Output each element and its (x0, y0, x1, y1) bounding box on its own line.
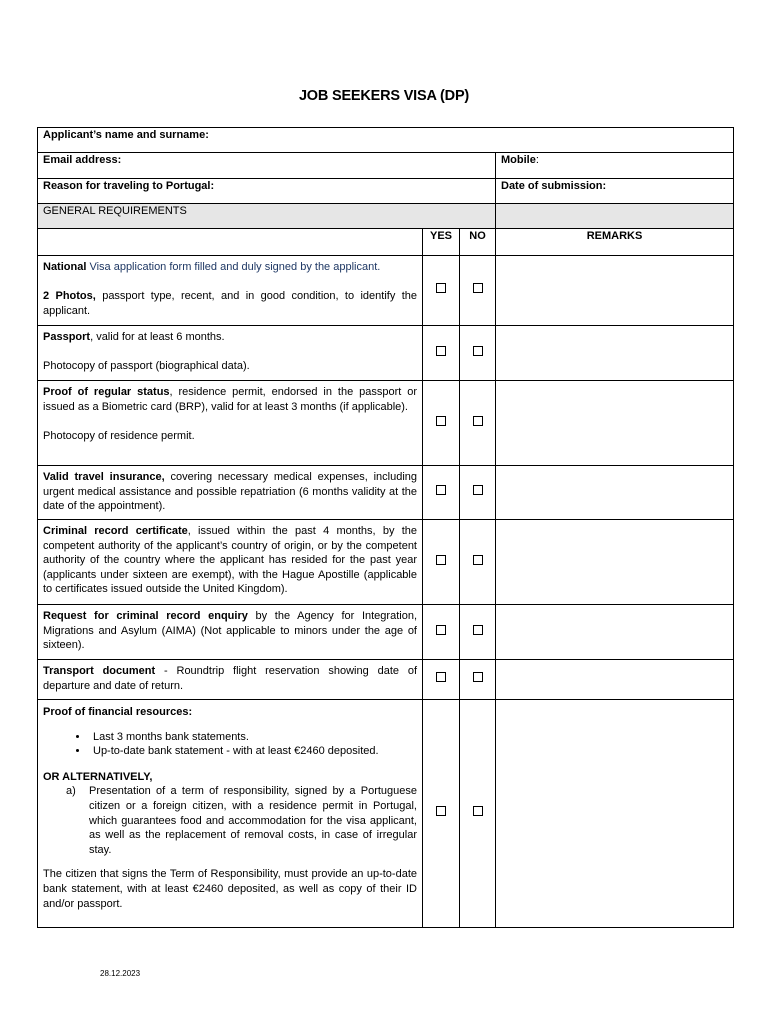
column-header-blank (38, 229, 423, 256)
no-checkbox[interactable] (473, 555, 483, 565)
requirement-row-form-photos (38, 256, 734, 326)
page-title (0, 88, 768, 104)
yes-cell (423, 256, 460, 326)
mobile-field[interactable] (496, 153, 734, 179)
req-text: , residence permit, endorsed in the passport or issued as a Biometric card (BRP), valid for at least 3 months (if applicable). (43, 386, 417, 413)
req-bold: Transport document (43, 665, 156, 677)
req-bold: Request for criminal record enquiry (43, 610, 248, 622)
list-marker: a) (66, 785, 76, 798)
title-main: JOB SEEKERS VISA (298, 88, 441, 104)
req-bold: Criminal record certificate (43, 525, 188, 537)
req-bold: 2 Photos, (43, 290, 96, 303)
requirement-row-financial (38, 700, 734, 928)
requirement-row-regular-status (38, 381, 734, 466)
yes-cell (423, 466, 460, 520)
requirement-row-transport (38, 660, 734, 700)
requirement-text (38, 520, 423, 605)
yes-checkbox[interactable] (436, 555, 446, 565)
list-item (66, 784, 417, 857)
yes-checkbox[interactable] (436, 672, 446, 682)
remarks-cell[interactable] (496, 256, 734, 326)
req-text: by the Agency for Integration, Migrations and Asylum (AIMA) (Not applicable to minors under the age of sixteen). (43, 610, 417, 652)
req-text: Presentation of a term of responsibility, signed by a Portuguese citizen or a foreign citizen, with a residence permit in Portugal, which guarantees food and accommodation for the visa applicant, as well as the replacement of removal costs, in case of irregular stay. (89, 785, 417, 856)
no-cell (460, 381, 496, 466)
req-text: - Roundtrip flight reservation showing date of departure and date of return. (43, 665, 418, 692)
req-text: passport type, recent, and in good condition, to identify the applicant. (43, 290, 417, 317)
requirements-table (37, 127, 734, 928)
req-text: , issued within the past 4 months, by the competent authority of the applicant’s country of origin, or by the competent authority of the country where the applicant has resided for the past year (applicants under sixteen are exempt), with the Hague Apostille (applicable to certificates issued outside the United Kingdom). (43, 525, 417, 596)
alternative-list (43, 784, 417, 857)
reason-row (38, 179, 734, 204)
no-checkbox[interactable] (473, 806, 483, 816)
yes-checkbox[interactable] (436, 346, 446, 356)
yes-column-header: YES (423, 229, 460, 256)
remarks-cell[interactable] (496, 700, 734, 928)
bullet-list (43, 730, 417, 759)
req-bold: Proof of regular status (43, 386, 170, 398)
requirement-text (38, 700, 423, 928)
applicant-name-field[interactable]: Applicant’s name and surname: (38, 128, 734, 153)
requirement-text (38, 660, 423, 700)
req-text: The citizen that signs the Term of Responsibility, must provide an up-to-date bank statement, with at least €2460 deposited, as well as copy of their ID and/or passport. (43, 868, 417, 910)
requirement-row-travel-insurance (38, 466, 734, 520)
requirement-text (38, 381, 423, 466)
no-cell (460, 520, 496, 605)
req-bold: Proof of financial resources: (43, 706, 193, 718)
requirement-row-criminal-record (38, 520, 734, 605)
requirement-text (38, 256, 423, 326)
req-text: Photocopy of passport (biographical data). (43, 360, 250, 373)
no-checkbox[interactable] (473, 416, 483, 426)
requirement-text (38, 605, 423, 660)
alternative-label: OR ALTERNATIVELY, (43, 770, 153, 783)
yes-checkbox[interactable] (436, 283, 446, 293)
remarks-column-header: REMARKS (496, 229, 734, 256)
req-bold: Valid travel insurance, (43, 471, 165, 483)
yes-cell (423, 326, 460, 381)
remarks-cell[interactable] (496, 605, 734, 660)
no-cell (460, 256, 496, 326)
req-text: Photocopy of residence permit. (43, 429, 195, 442)
yes-checkbox[interactable] (436, 485, 446, 495)
no-cell (460, 660, 496, 700)
yes-cell (423, 381, 460, 466)
yes-cell (423, 520, 460, 605)
yes-checkbox[interactable] (436, 806, 446, 816)
req-bold: Passport (43, 331, 91, 343)
requirement-text (38, 466, 423, 520)
general-requirements-heading: GENERAL REQUIREMENTS (38, 204, 496, 229)
list-item: • Up-to-date bank statement - with at least €2460 deposited. (89, 744, 417, 759)
yes-cell (423, 700, 460, 928)
yes-cell (423, 605, 460, 660)
no-checkbox[interactable] (473, 283, 483, 293)
no-cell (460, 700, 496, 928)
column-header-row (38, 229, 734, 256)
yes-checkbox[interactable] (436, 625, 446, 635)
remarks-cell[interactable] (496, 660, 734, 700)
requirement-text (38, 326, 423, 381)
list-item: • Last 3 months bank statements. (89, 730, 417, 745)
no-column-header: NO (460, 229, 496, 256)
no-cell (460, 326, 496, 381)
title-suffix: (DP) (440, 88, 470, 104)
requirement-row-passport (38, 326, 734, 381)
name-row (38, 128, 734, 153)
no-cell (460, 605, 496, 660)
reason-field[interactable]: Reason for traveling to Portugal: (38, 179, 496, 204)
submission-date-field[interactable]: Date of submission: (496, 179, 734, 204)
email-field[interactable]: Email address: (38, 153, 496, 179)
general-requirements-blank (496, 204, 734, 229)
mobile-colon: : (535, 154, 539, 166)
remarks-cell[interactable] (496, 381, 734, 466)
remarks-cell[interactable] (496, 520, 734, 605)
no-checkbox[interactable] (473, 485, 483, 495)
req-text: covering necessary medical expenses, including urgent medical assistance and possible repatriation (6 months validity at the date of the appointment). (43, 471, 417, 513)
requirement-row-criminal-enquiry (38, 605, 734, 660)
no-checkbox[interactable] (473, 625, 483, 635)
no-checkbox[interactable] (473, 346, 483, 356)
remarks-cell[interactable] (496, 326, 734, 381)
mobile-label: Mobile (501, 154, 536, 166)
no-cell (460, 466, 496, 520)
req-text: Visa application form filled and duly signed by the applicant. (89, 261, 381, 273)
req-bold: National (43, 261, 90, 273)
yes-checkbox[interactable] (436, 416, 446, 426)
email-row (38, 153, 734, 179)
remarks-cell[interactable] (496, 466, 734, 520)
yes-cell (423, 660, 460, 700)
no-checkbox[interactable] (473, 672, 483, 682)
footer-date: 28.12.2023 (100, 969, 141, 978)
general-requirements-row (38, 204, 734, 229)
req-text: , valid for at least 6 months. (90, 331, 225, 343)
